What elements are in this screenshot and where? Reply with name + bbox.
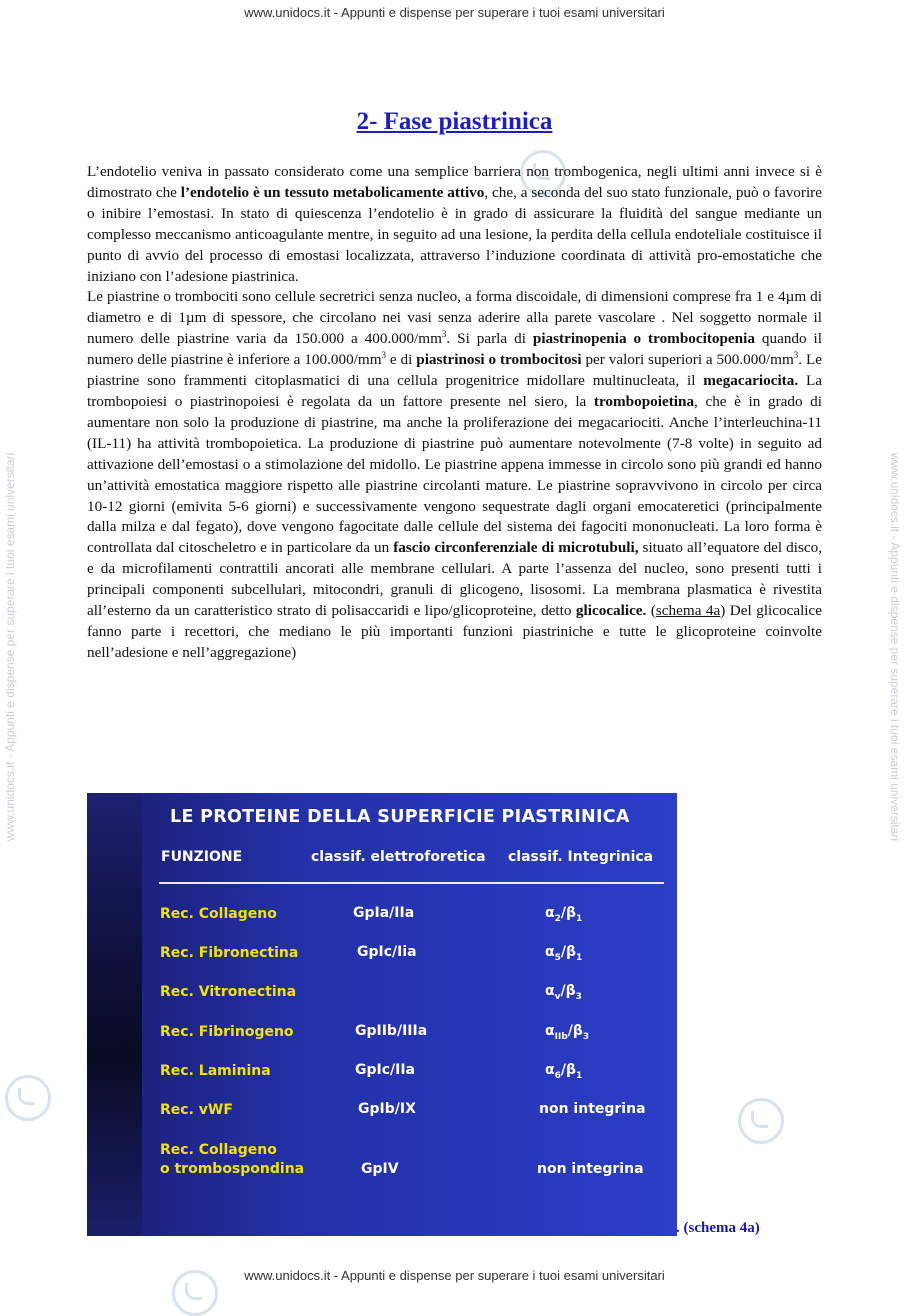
- row-label: Rec. Collageno o trombospondina: [160, 1142, 305, 1177]
- body-text: [87, 162, 822, 664]
- row-integrin: non integrina: [539, 1101, 646, 1117]
- bold-run: fascio circonferenziale di microtubuli,: [393, 539, 639, 557]
- slide-title: LE PROTEINE DELLA SUPERFICIE PIASTRINICA: [170, 807, 630, 827]
- slide-side-band: [87, 793, 142, 1236]
- watermark-right: www.unidocs.it - Appunti e dispense per superare i tuoi esami universitari: [888, 452, 902, 842]
- bold-run: trombopoietina: [593, 392, 695, 410]
- row-label: Rec. Collageno: [160, 906, 277, 922]
- slide-divider: [159, 882, 664, 884]
- superscript: 3: [441, 329, 447, 340]
- superscript: 3: [793, 350, 799, 361]
- text-run: , che è in grado di aumentare non solo la produzione di piastrine, ma anche la proliferazione dei megacariociti. Anche l’interleuchina-11 (IL-11) ha attività trombopoietica. La produzione di piastrine può aumentare notevolmente (7-8 volte) in seguito ad attivazione dell’emostasi o a stimolazione del midollo. Le piastrine appena immesse in circolo sono più grandi ed hanno un’attività emostatica maggiore rispetto alle piastrine circolanti mature. Le piastrine sopravvivono in circolo per circa 10-12 giorni (emivita 5-6 giorni) e successivamente vengono sequestrate dagli organi emocateretici (principalmente dalla milza e dal fegato), dove vengono fagocitate dalle cellule del sistema dei fagociti mononucleati. La loro forma è controllata dal citoscheletro e in particolare da un: [87, 392, 822, 557]
- text-run: (: [646, 602, 656, 620]
- row-integrin: $\alpha_v/\beta_3$: [545, 983, 582, 1002]
- text-run: ) Del glicocalice fanno parte i recettori, che mediano le più importanti funzioni piastriniche e tutte le glicoproteine coinvolte nell’adesione e nell’aggregazione): [87, 602, 822, 661]
- watermark-logo-icon: [738, 1098, 784, 1144]
- schema-4a-link[interactable]: schema 4a: [655, 602, 721, 620]
- text-run: e di: [386, 351, 417, 369]
- row-integrin: $\alpha_5/\beta_1$: [545, 944, 583, 963]
- row-label: Rec. vWF: [160, 1102, 233, 1118]
- text-run: situato all’equatore del disco, e da microfilamenti contrattili ancorati alle membrane cellulari. A parte l’assenza del nucleo, sono presenti tutti i principali componenti subcellulari, mitocondri, granuli di glicogeno, lisosomi. La membrana plasmatica è rivestita all’esterno da un caratteristico strato di polisaccaridi e lipo/glicoproteine, detto: [87, 539, 822, 620]
- header-integrinica: classif. Integrinica: [508, 849, 654, 865]
- row-label: Rec. Fibrinogeno: [160, 1024, 294, 1040]
- row-gp: GpIV: [361, 1161, 399, 1177]
- row-label: Rec. Fibronectina: [160, 945, 299, 961]
- watermark-top: www.unidocs.it - Appunti e dispense per superare i tuoi esami universitari: [244, 5, 665, 20]
- text-run: . Le piastrine sono frammenti citoplasmatici di una cellula progenitrice midollare multinucleata, il: [87, 351, 822, 390]
- row-gp: GpIc/IIa: [355, 1062, 415, 1078]
- paragraph-endotelio: [87, 162, 822, 287]
- figure-caption: . (schema 4a): [676, 1220, 760, 1236]
- bold-run: piastrinopenia o trombocitopenia: [532, 330, 755, 348]
- row-gp: GpIc/Iia: [357, 944, 417, 960]
- text-run: , che, a seconda del suo stato funzionale, può o favorire o inibire l’emostasi. In stato di quiescenza l’endotelio è in grado di assicurare la fluidità del sangue mediante un complesso meccanismo anticoagulante mentre, in seguito ad una lesione, la perdita della cellula endoteliale costituisce il punto di avvio del processo di emostasi localizzata, attraverso l’induzione coordinata di attività pro-emostatiche che iniziano con l’adesione piastrinica.: [87, 183, 822, 285]
- text-run: quando il numero delle piastrine è inferiore a 100.000/mm: [87, 330, 823, 369]
- paragraph-piastrine: [87, 287, 822, 663]
- page-title: 2- Fase piastrinica: [356, 108, 553, 135]
- platelet-surface-proteins-slide: [87, 793, 677, 1236]
- row-integrin: $\alpha_{IIb}/\beta_3$: [545, 1023, 590, 1042]
- text-run: per valori superiori a 500.000/mm: [581, 351, 794, 369]
- row-integrin: non integrina: [537, 1161, 644, 1177]
- row-integrin: $\alpha_2/\beta_1$: [545, 905, 583, 924]
- row-label: Rec. Laminina: [160, 1063, 271, 1079]
- text-run: La trombopoiesi o piastrinopoiesi è regolata da un fattore presente nel siero, la: [87, 372, 822, 410]
- watermark-logo-icon: [172, 1270, 218, 1316]
- bold-run: piastrinosi o trombocitosi: [416, 351, 582, 369]
- header-funzione: FUNZIONE: [161, 849, 243, 865]
- text-run: . Si parla di: [446, 330, 533, 348]
- text-run: Le piastrine o trombociti sono cellule secretrici senza nucleo, a forma discoidale, di dimensioni comprese fra 1 e 4µm di diametro e di 1µm di spessore, che circolano nei vasi senza aderire alla parete vascolare . Nel soggetto normale il numero delle piastrine varia da 150.000 a 400.000/mm: [87, 288, 822, 348]
- bold-run: l’endotelio è un tessuto metabolicamente attivo: [180, 183, 485, 201]
- text-run: L’endotelio veniva in passato considerato come una semplice barriera non trombogenica, negli ultimi anni invece si è dimostrato che: [87, 163, 822, 201]
- watermark-left: www.unidocs.it - Appunti e dispense per superare i tuoi esami universitari: [3, 452, 17, 842]
- row-gp: GpIIb/IIIa: [355, 1023, 428, 1039]
- header-elettroforetica: classif. elettroforetica: [311, 849, 486, 865]
- row-label: Rec. Vitronectina: [160, 984, 297, 1000]
- row-integrin: $\alpha_6/\beta_1$: [545, 1062, 583, 1081]
- watermark-logo-icon: [5, 1075, 51, 1121]
- watermark-bottom: www.unidocs.it - Appunti e dispense per superare i tuoi esami universitari: [244, 1268, 665, 1283]
- row-gp: GpIa/IIa: [353, 905, 415, 921]
- row-gp: GpIb/IX: [358, 1101, 416, 1117]
- bold-run: glicocalice.: [575, 602, 647, 620]
- superscript: 3: [381, 350, 387, 361]
- bold-run: megacariocita.: [703, 372, 799, 390]
